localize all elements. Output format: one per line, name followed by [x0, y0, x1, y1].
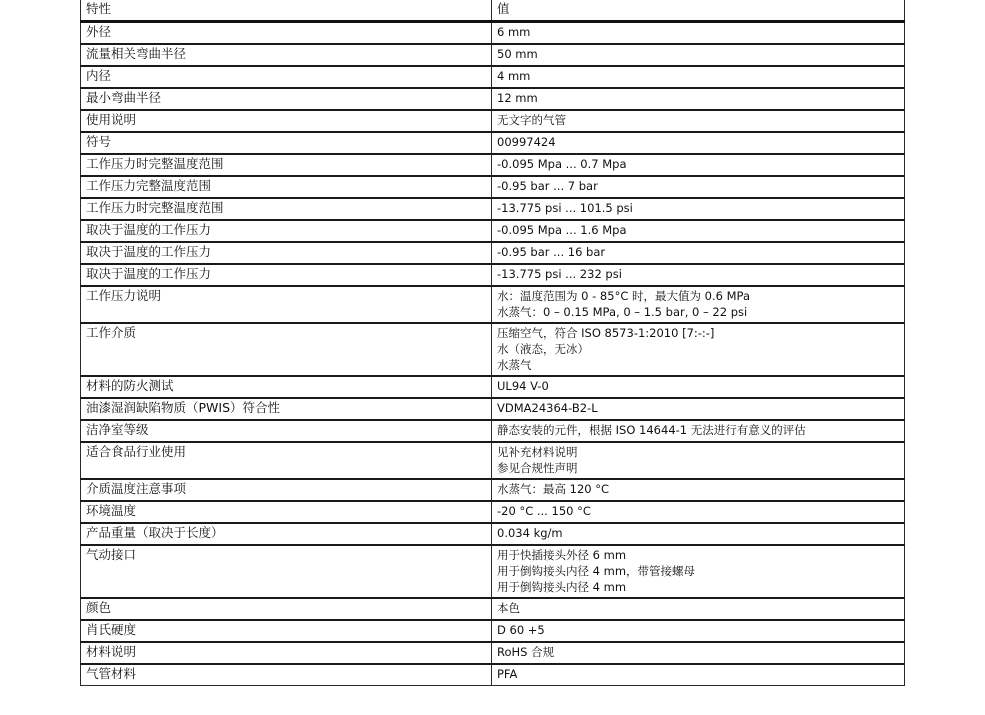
table-row — [81, 198, 905, 220]
table-row — [81, 620, 905, 642]
value-cell — [492, 110, 905, 132]
value-line: UL94 V-0 — [497, 379, 549, 393]
value-line: 压缩空气，符合 ISO 8573-1:2010 [7:-:-] — [497, 326, 715, 340]
table-row — [81, 176, 905, 198]
value-line: D 60 +5 — [497, 623, 545, 637]
spec-table — [80, 0, 905, 686]
value-line: 用于快插接头外径 6 mm — [497, 548, 627, 562]
value-line: 0.034 kg/m — [497, 526, 563, 540]
table-row — [81, 398, 905, 420]
value-line: 水蒸气：0 – 0.15 MPa, 0 – 1.5 bar, 0 – 22 psi — [497, 305, 748, 319]
value-line: RoHS 合规 — [497, 645, 555, 659]
table-row — [81, 22, 905, 45]
value-line: VDMA24364-B2-L — [497, 401, 598, 415]
table-row — [81, 220, 905, 242]
property-cell: 工作压力时完整温度范围 — [81, 198, 492, 220]
value-cell — [492, 323, 905, 376]
value-line: 无文字的气管 — [497, 113, 566, 127]
property-cell: 取决于温度的工作压力 — [81, 264, 492, 286]
value-line: 50 mm — [497, 47, 538, 61]
property-cell: 气动接口 — [81, 545, 492, 598]
property-cell: 介质温度注意事项 — [81, 479, 492, 501]
value-line: -0.95 bar ... 7 bar — [497, 179, 598, 193]
value-line: PFA — [497, 667, 518, 681]
value-cell — [492, 501, 905, 523]
value-cell — [492, 376, 905, 398]
value-cell — [492, 220, 905, 242]
value-line: 参见合规性声明 — [497, 461, 578, 475]
value-line: -0.95 bar ... 16 bar — [497, 245, 606, 259]
header-row — [81, 0, 905, 22]
spec-table-body — [81, 0, 905, 686]
value-cell — [492, 176, 905, 198]
value-line: -0.095 Mpa ... 1.6 Mpa — [497, 223, 627, 237]
property-cell: 材料说明 — [81, 642, 492, 664]
value-cell — [492, 398, 905, 420]
value-cell — [492, 545, 905, 598]
property-cell: 外径 — [81, 22, 492, 45]
value-cell — [492, 664, 905, 686]
table-row — [81, 479, 905, 501]
table-row — [81, 523, 905, 545]
value-cell — [492, 642, 905, 664]
value-line: 4 mm — [497, 69, 531, 83]
value-cell — [492, 154, 905, 176]
property-cell: 工作压力说明 — [81, 286, 492, 323]
value-cell — [492, 442, 905, 479]
property-cell: 适合食品行业使用 — [81, 442, 492, 479]
value-line: 00997424 — [497, 135, 556, 149]
value-line: 水（液态，无冰） — [497, 342, 589, 356]
property-cell: 肖氏硬度 — [81, 620, 492, 642]
value-line: 6 mm — [497, 25, 531, 39]
table-row — [81, 442, 905, 479]
table-row — [81, 66, 905, 88]
table-row — [81, 545, 905, 598]
table-row — [81, 44, 905, 66]
property-cell: 符号 — [81, 132, 492, 154]
value-line: 本色 — [497, 601, 520, 615]
property-cell: 工作介质 — [81, 323, 492, 376]
property-cell: 气管材料 — [81, 664, 492, 686]
property-cell: 使用说明 — [81, 110, 492, 132]
property-cell: 流量相关弯曲半径 — [81, 44, 492, 66]
value-cell — [492, 523, 905, 545]
value-cell — [492, 479, 905, 501]
value-line: 12 mm — [497, 91, 538, 105]
property-cell: 材料的防火测试 — [81, 376, 492, 398]
value-line: 静态安装的元件，根据 ISO 14644-1 无法进行有意义的评估 — [497, 423, 806, 437]
table-row — [81, 154, 905, 176]
value-line: 水蒸气 — [497, 358, 532, 372]
table-row — [81, 501, 905, 523]
property-cell: 取决于温度的工作压力 — [81, 242, 492, 264]
value-cell — [492, 242, 905, 264]
property-cell: 工作压力完整温度范围 — [81, 176, 492, 198]
value-cell — [492, 198, 905, 220]
value-line: -13.775 psi ... 232 psi — [497, 267, 622, 281]
value-cell — [492, 22, 905, 45]
value-cell — [492, 620, 905, 642]
value-line: 水：温度范围为 0 - 85°C 时，最大值为 0.6 MPa — [497, 289, 750, 303]
table-row — [81, 642, 905, 664]
table-row — [81, 664, 905, 686]
value-cell — [492, 66, 905, 88]
header-value: 值 — [492, 0, 905, 22]
value-line: -20 °C ... 150 °C — [497, 504, 591, 518]
header-property: 特性 — [81, 0, 492, 22]
property-cell: 取决于温度的工作压力 — [81, 220, 492, 242]
property-cell: 工作压力时完整温度范围 — [81, 154, 492, 176]
table-row — [81, 110, 905, 132]
table-row — [81, 88, 905, 110]
property-cell: 颜色 — [81, 598, 492, 620]
table-row — [81, 264, 905, 286]
value-cell — [492, 88, 905, 110]
value-cell — [492, 420, 905, 442]
table-row — [81, 323, 905, 376]
value-line: 用于倒钩接头内径 4 mm — [497, 580, 627, 594]
table-row — [81, 242, 905, 264]
table-row — [81, 286, 905, 323]
property-cell: 最小弯曲半径 — [81, 88, 492, 110]
value-line: -0.095 Mpa ... 0.7 Mpa — [497, 157, 627, 171]
value-line: 水蒸气：最高 120 °C — [497, 482, 610, 496]
table-row — [81, 376, 905, 398]
property-cell: 油漆湿润缺陷物质（PWIS）符合性 — [81, 398, 492, 420]
value-cell — [492, 132, 905, 154]
value-cell — [492, 44, 905, 66]
value-line: 见补充材料说明 — [497, 445, 578, 459]
table-row — [81, 132, 905, 154]
value-cell — [492, 264, 905, 286]
property-cell: 洁净室等级 — [81, 420, 492, 442]
value-line: -13.775 psi ... 101.5 psi — [497, 201, 633, 215]
property-cell: 产品重量（取决于长度） — [81, 523, 492, 545]
property-cell: 环境温度 — [81, 501, 492, 523]
value-cell — [492, 598, 905, 620]
value-line: 用于倒钩接头内径 4 mm，带管接螺母 — [497, 564, 696, 578]
table-row — [81, 420, 905, 442]
value-cell — [492, 286, 905, 323]
table-row — [81, 598, 905, 620]
property-cell: 内径 — [81, 66, 492, 88]
